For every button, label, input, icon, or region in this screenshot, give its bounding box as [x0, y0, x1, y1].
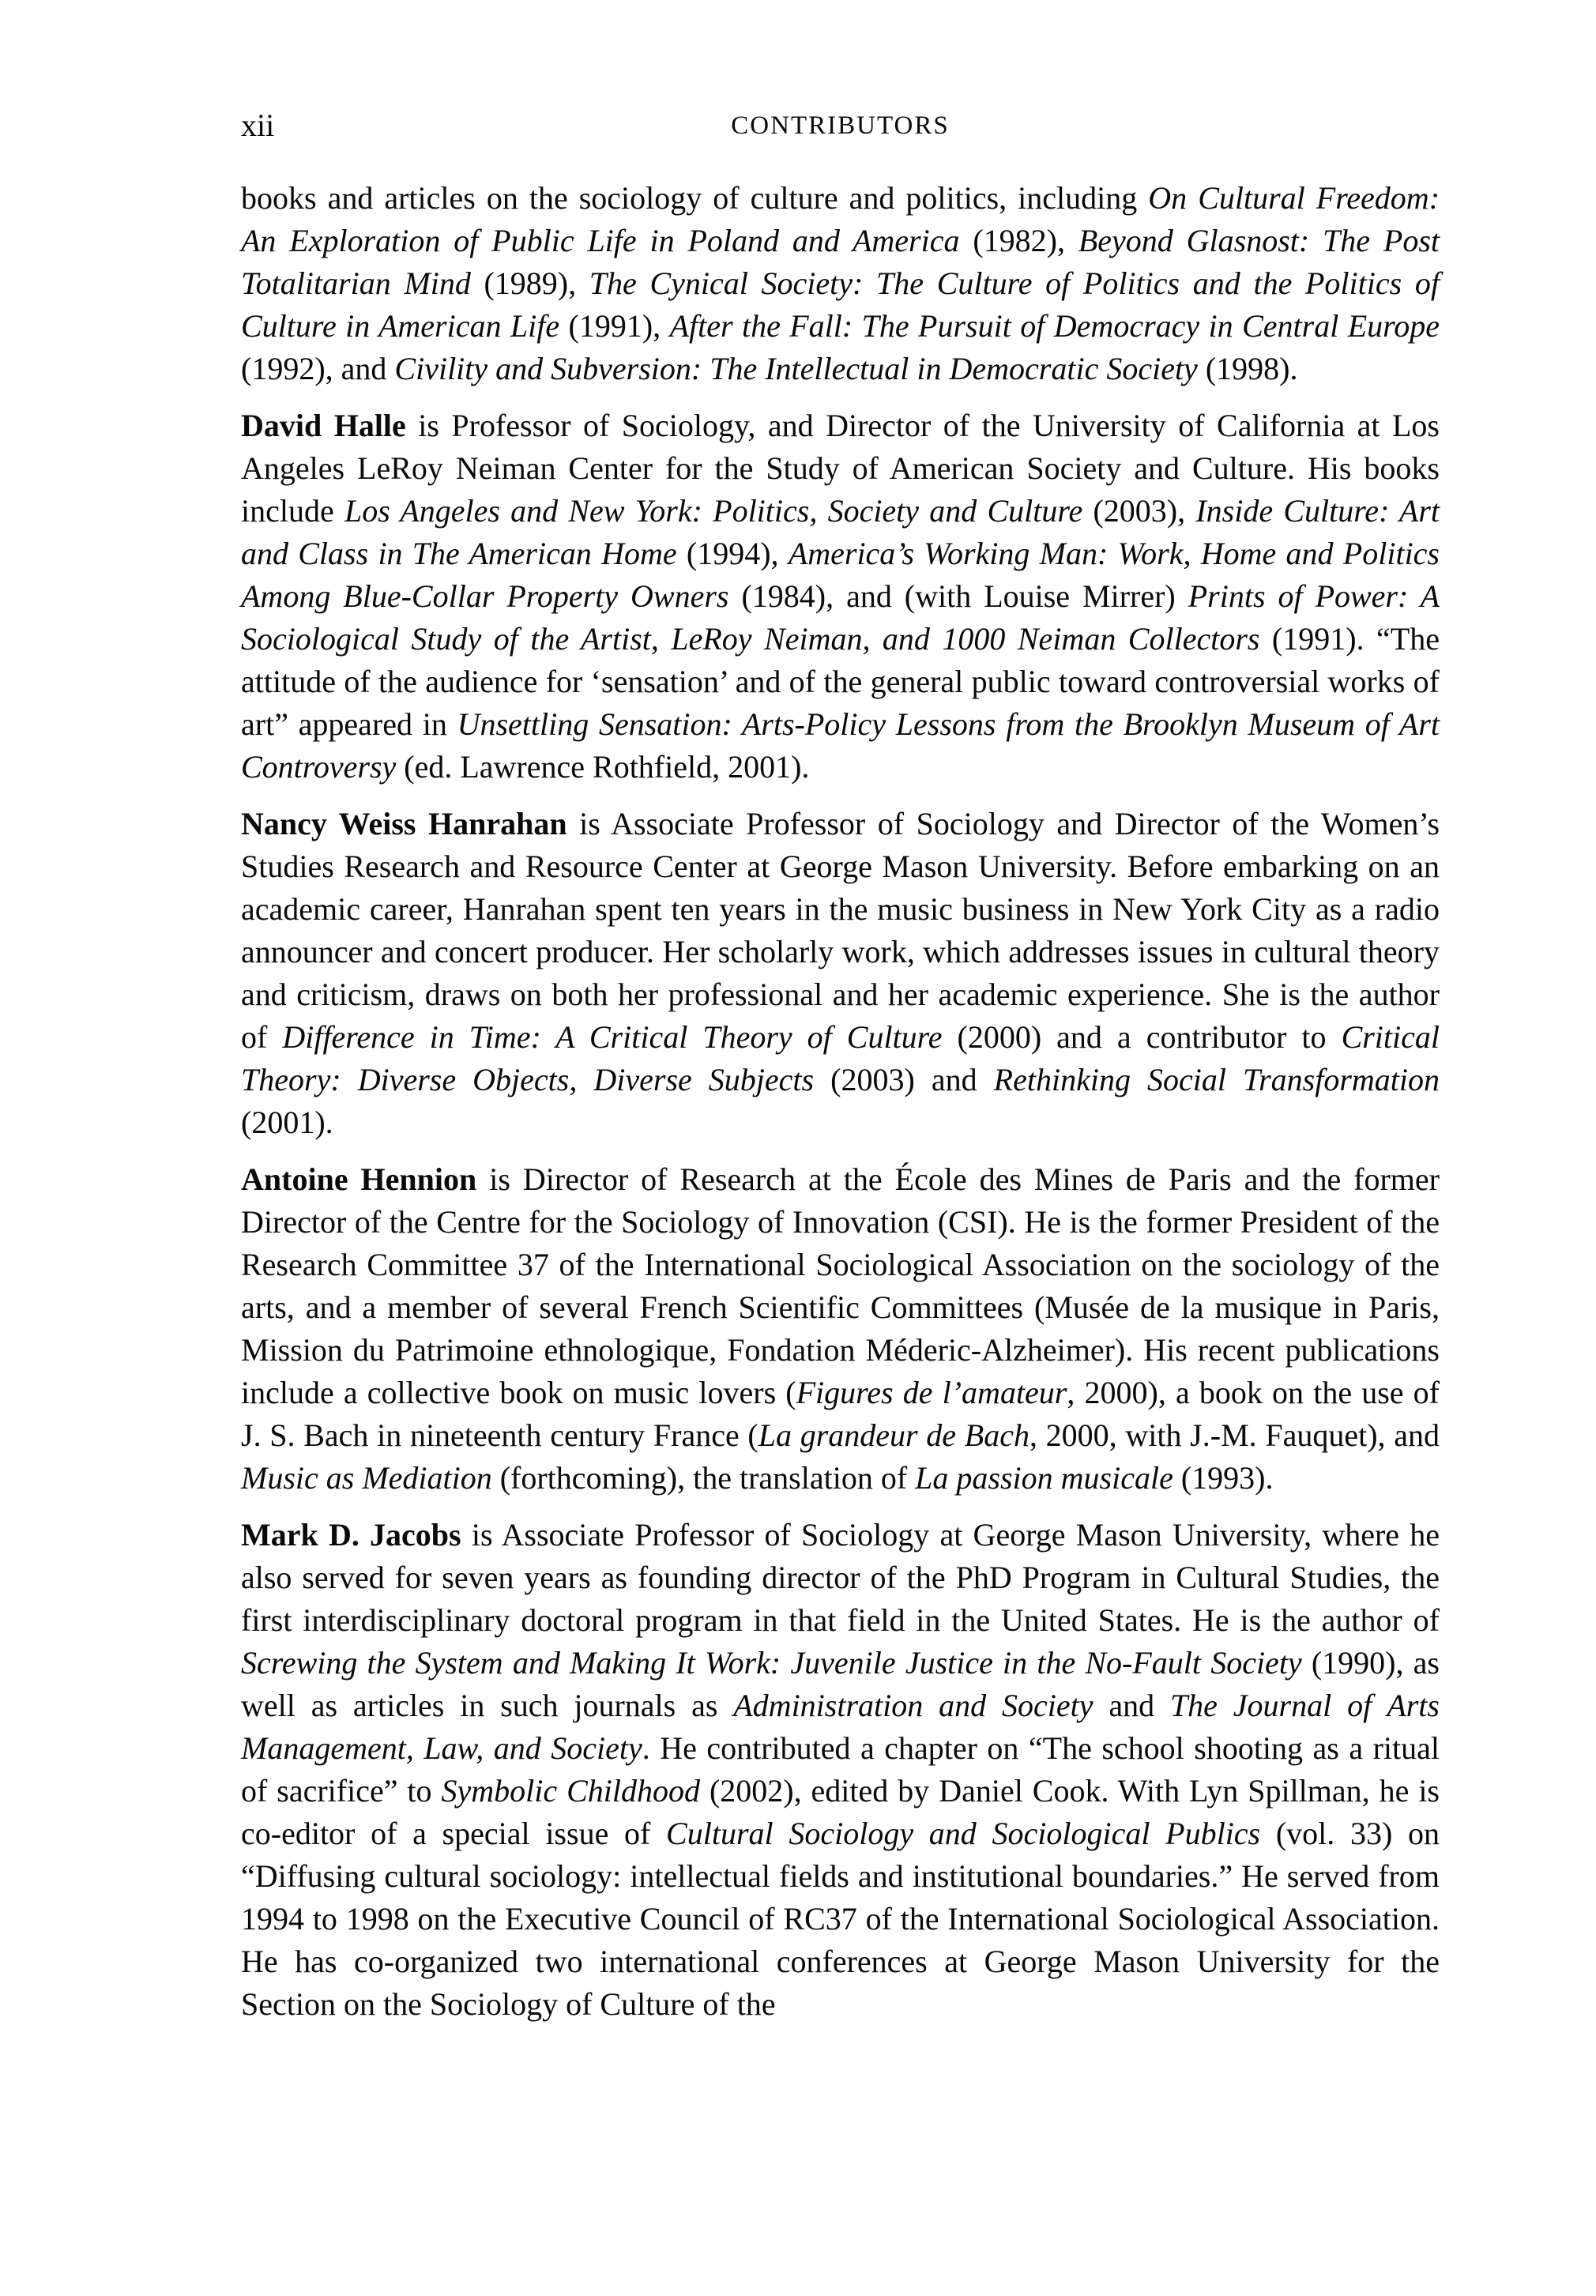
- text-run: (2003),: [1082, 493, 1196, 529]
- text-run: (1998).: [1197, 351, 1298, 386]
- text-run: , 2000), a book on the use of J. S. Bach in nineteenth century France (: [241, 1375, 1440, 1453]
- text-run: (1990), as well as articles in such journals as: [241, 1645, 1440, 1723]
- work-title: Figures de l’amateur: [796, 1375, 1067, 1410]
- text-run: (vol. 33) on “Diffusing cultural sociology: intellectual fields and institutional boundaries.” He served from 1994 to 1998 on the Executive Council of RC37 of the International Sociological Association. He has co-organized two international conferences at George Mason University for the Section on the Sociology of Culture of the: [241, 1816, 1440, 2022]
- contributor-name: Antoine Hennion: [241, 1161, 477, 1197]
- work-title: Symbolic Childhood: [441, 1773, 700, 1809]
- running-title: CONTRIBUTORS: [731, 111, 950, 140]
- text-run: (1989),: [470, 265, 589, 301]
- bio-paragraph: [241, 405, 1440, 789]
- work-title: Critical Theory: Diverse Objects, Diverse Subjects: [241, 1019, 1440, 1097]
- work-title: On Cultural Freedom: An Exploration of Public Life in Poland and America: [241, 180, 1440, 258]
- text-run: (1991),: [559, 308, 670, 344]
- page-number: xii: [241, 107, 275, 143]
- text-run: is Associate Professor of Sociology and Director of the Women’s Studies Research and Resource Center at George Mason University. Before embarking on an academic career, Hanrahan spent ten years in the music business in New York City as a radio announcer and concert producer. Her scholarly work, which addresses issues in cultural theory and criticism, draws on both her professional and her academic experience. She is the author of: [241, 806, 1440, 1055]
- text-run: (1991). “The attitude of the audience for ‘sensation’ and of the general public toward controversial works of art” appeared in: [241, 621, 1440, 742]
- work-title: The Journal of Arts Management, Law, and Society: [241, 1688, 1440, 1766]
- work-title: America’s Working Man: Work, Home and Politics Among Blue-Collar Property Owners: [241, 536, 1440, 614]
- text-run: is Associate Professor of Sociology at George Mason University, where he also served for seven years as founding director of the PhD Program in Cultural Studies, the first interdisciplinary doctoral program in that field in the United States. He is the author of: [241, 1517, 1440, 1638]
- text-run: (2003) and: [814, 1062, 994, 1097]
- work-title: Screwing the System and Making It Work: Juvenile Justice in the No-Fault Society: [241, 1645, 1302, 1681]
- bio-paragraph: [241, 177, 1440, 390]
- work-title: Administration and Society: [733, 1688, 1093, 1723]
- bio-paragraph: [241, 803, 1440, 1144]
- work-title: Los Angeles and New York: Politics, Society and Culture: [344, 493, 1083, 529]
- text-run: is Professor of Sociology, and Director of the University of California at Los Angeles LeRoy Neiman Center for the Study of American Society and Culture. His books include: [241, 408, 1440, 529]
- work-title: Beyond Glasnost: The Post Totalitarian Mind: [241, 223, 1440, 301]
- work-title: Difference in Time: A Critical Theory of Culture: [282, 1019, 943, 1055]
- text-run: (1984), and (with Louise Mirrer): [728, 578, 1188, 614]
- work-title: After the Fall: The Pursuit of Democracy in Central Europe: [669, 308, 1440, 344]
- work-title: La passion musicale: [915, 1460, 1173, 1496]
- text-run: and: [1093, 1688, 1170, 1723]
- bio-paragraph: [241, 1514, 1440, 2026]
- work-title: La grandeur de Bach: [758, 1417, 1029, 1453]
- text-run: (1994),: [676, 536, 789, 571]
- text-run: , 2000, with J.-M. Fauquet), and: [1029, 1417, 1440, 1453]
- contributor-name: Mark D. Jacobs: [241, 1517, 461, 1553]
- text-run: (forthcoming), the translation of: [491, 1460, 916, 1496]
- text-run: is Director of Research at the École des Mines de Paris and the former Director of the Centre for the Sociology of Innovation (CSI). He is the former President of the Research Committee 37 of the International Sociological Association on the sociology of the arts, and a member of several French Scientific Committees (Musée de la musique in Paris, Mission du Patrimoine ethnologique, Fondation Méderic-Alzheimer). His recent publications include a collective book on music lovers (: [241, 1161, 1440, 1410]
- work-title: Prints of Power: A Sociological Study of the Artist, LeRoy Neiman, and 1000 Neiman Collectors: [241, 578, 1440, 657]
- page-body: [241, 177, 1440, 2040]
- work-title: The Cynical Society: The Culture of Politics and the Politics of Culture in American Life: [241, 265, 1440, 344]
- text-run: . He contributed a chapter on “The school shooting as a ritual of sacrifice” to: [241, 1730, 1440, 1809]
- work-title: Inside Culture: Art and Class in The American Home: [241, 493, 1440, 571]
- contributor-name: Nancy Weiss Hanrahan: [241, 806, 567, 841]
- text-run: books and articles on the sociology of culture and politics, including: [241, 180, 1149, 216]
- text-run: (1992), and: [241, 351, 395, 386]
- work-title: Music as Mediation: [241, 1460, 492, 1496]
- text-run: (1993).: [1173, 1460, 1274, 1496]
- text-run: (2001).: [241, 1105, 333, 1140]
- contributor-name: David Halle: [241, 408, 406, 443]
- bio-paragraph: [241, 1158, 1440, 1500]
- text-run: (2000) and a contributor to: [942, 1019, 1342, 1055]
- running-header: [241, 106, 1440, 145]
- work-title: Civility and Subversion: The Intellectual in Democratic Society: [394, 351, 1198, 386]
- text-run: (ed. Lawrence Rothfield, 2001).: [396, 749, 810, 785]
- work-title: Rethinking Social Transformation: [993, 1062, 1440, 1097]
- text-run: (2002), edited by Daniel Cook. With Lyn Spillman, he is co-editor of a special issue of: [241, 1773, 1440, 1851]
- work-title: Unsettling Sensation: Arts-Policy Lessons from the Brooklyn Museum of Art Controversy: [241, 706, 1440, 785]
- work-title: Cultural Sociology and Sociological Publics: [666, 1816, 1261, 1851]
- text-run: (1982),: [959, 223, 1078, 258]
